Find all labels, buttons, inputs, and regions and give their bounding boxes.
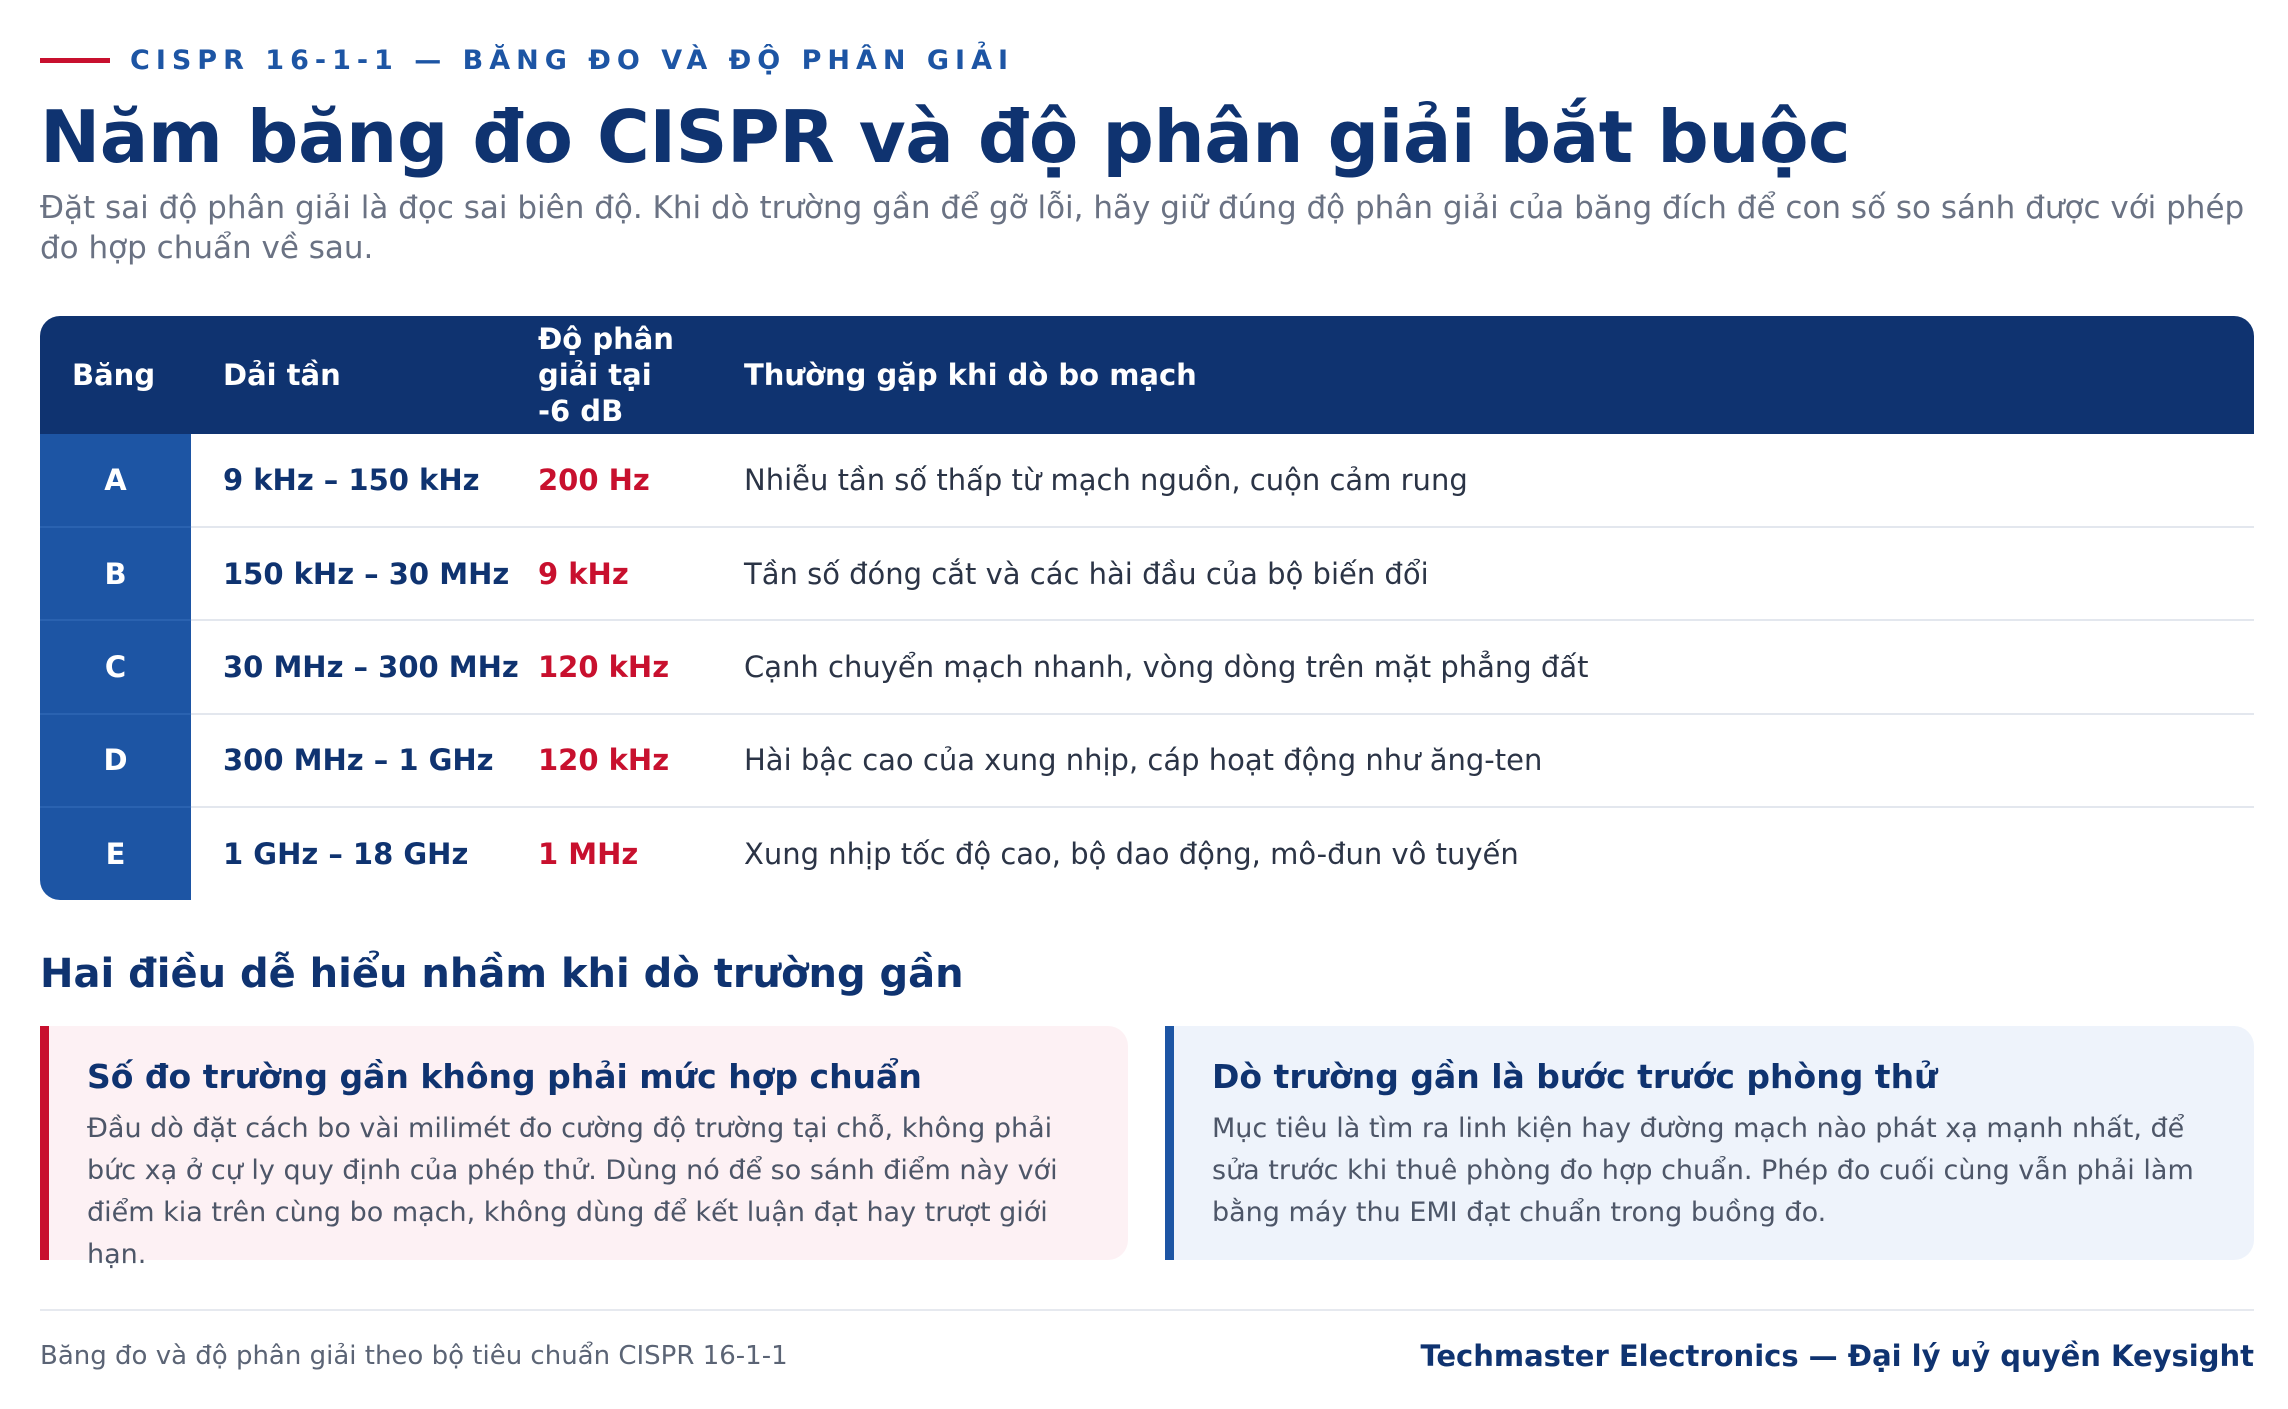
header-typical: Thường gặp khi dò bo mạch bbox=[712, 316, 2254, 434]
misconception-card-compliance bbox=[40, 1026, 1128, 1270]
resolution-bandwidth: 1 MHz bbox=[538, 836, 639, 871]
table-row bbox=[40, 807, 2254, 900]
bands-table bbox=[40, 316, 2254, 900]
typical-sources: Nhiễu tần số thấp từ mạch nguồn, cuộn cảm rung bbox=[712, 434, 2254, 527]
page-subtitle: Đặt sai độ phân giải là đọc sai biên độ. Khi dò trường gần để gỡ lỗi, hãy giữ đúng độ phân giải của băng đích để con số so sánh được với phép đo hợp chuẩn về sau. bbox=[40, 190, 2245, 266]
card-title: Dò trường gần là bước trước phòng thử bbox=[1212, 1057, 1938, 1096]
eyebrow-accent-bar bbox=[40, 58, 110, 63]
band-label: A bbox=[40, 434, 191, 527]
eyebrow bbox=[40, 40, 1014, 80]
band-label: B bbox=[40, 527, 191, 620]
footer-brand: Techmaster Electronics — Đại lý uỷ quyền Keysight bbox=[1420, 1339, 2254, 1373]
section-heading: Hai điều dễ hiểu nhầm khi dò trường gần bbox=[40, 951, 964, 997]
header-rbw: Độ phân giải tại -6 dB bbox=[506, 316, 712, 434]
band-label: D bbox=[40, 714, 191, 807]
resolution-bandwidth: 9 kHz bbox=[506, 527, 712, 620]
band-label: E bbox=[40, 807, 191, 900]
frequency-range: 30 MHz – 300 MHz bbox=[191, 620, 506, 713]
resolution-bandwidth: 200 Hz bbox=[506, 434, 712, 527]
resolution-bandwidth: 120 kHz bbox=[506, 620, 712, 713]
table-header-row bbox=[40, 316, 2254, 434]
table-row bbox=[40, 434, 2254, 527]
frequency-range: 9 kHz – 150 kHz bbox=[191, 434, 506, 527]
band-label: C bbox=[40, 620, 191, 713]
typical-sources: Xung nhịp tốc độ cao, bộ dao động, mô-đun vô tuyến bbox=[744, 836, 1519, 871]
typical-sources: Tần số đóng cắt và các hài đầu của bộ biến đổi bbox=[712, 527, 2254, 620]
header-range: Dải tần bbox=[191, 316, 506, 434]
typical-sources: Hài bậc cao của xung nhịp, cáp hoạt động như ăng-ten bbox=[712, 714, 2254, 807]
card-title: Số đo trường gần không phải mức hợp chuẩn bbox=[87, 1057, 922, 1096]
header-band: Băng bbox=[40, 316, 191, 434]
footer-caption: Băng đo và độ phân giải theo bộ tiêu chuẩn CISPR 16-1-1 bbox=[40, 1341, 788, 1371]
table-row bbox=[40, 620, 2254, 713]
resolution-bandwidth: 120 kHz bbox=[506, 714, 712, 807]
card-body: Mục tiêu là tìm ra linh kiện hay đường mạch nào phát xạ mạnh nhất, để sửa trước khi thuê phòng đo hợp chuẩn. Phép đo cuối cùng vẫn phải làm bằng máy thu EMI đạt chuẩn trong buồng đo. bbox=[1212, 1113, 2194, 1228]
page-title: Năm băng đo CISPR và độ phân giải bắt buộc bbox=[40, 95, 1851, 179]
typical-sources: Cạnh chuyển mạch nhanh, vòng dòng trên mặt phẳng đất bbox=[712, 620, 2254, 713]
frequency-range: 300 MHz – 1 GHz bbox=[191, 714, 506, 807]
frequency-range: 150 kHz – 30 MHz bbox=[191, 527, 506, 620]
table-row bbox=[40, 714, 2254, 807]
misconception-card-pre-test bbox=[1165, 1026, 2254, 1260]
table-row bbox=[40, 527, 2254, 620]
eyebrow-text: CISPR 16-1-1 — BĂNG ĐO VÀ ĐỘ PHÂN GIẢI bbox=[130, 44, 1015, 76]
frequency-range: 1 GHz – 18 GHz bbox=[223, 836, 469, 871]
card-body: Đầu dò đặt cách bo vài milimét đo cường độ trường tại chỗ, không phải bức xạ ở cự ly quy định của phép thử. Dùng nó để so sánh điểm này với điểm kia trên cùng bo mạch, không dùng để kết luận đạt hay trượt giới hạn. bbox=[87, 1113, 1058, 1270]
footer-divider bbox=[40, 1309, 2254, 1311]
